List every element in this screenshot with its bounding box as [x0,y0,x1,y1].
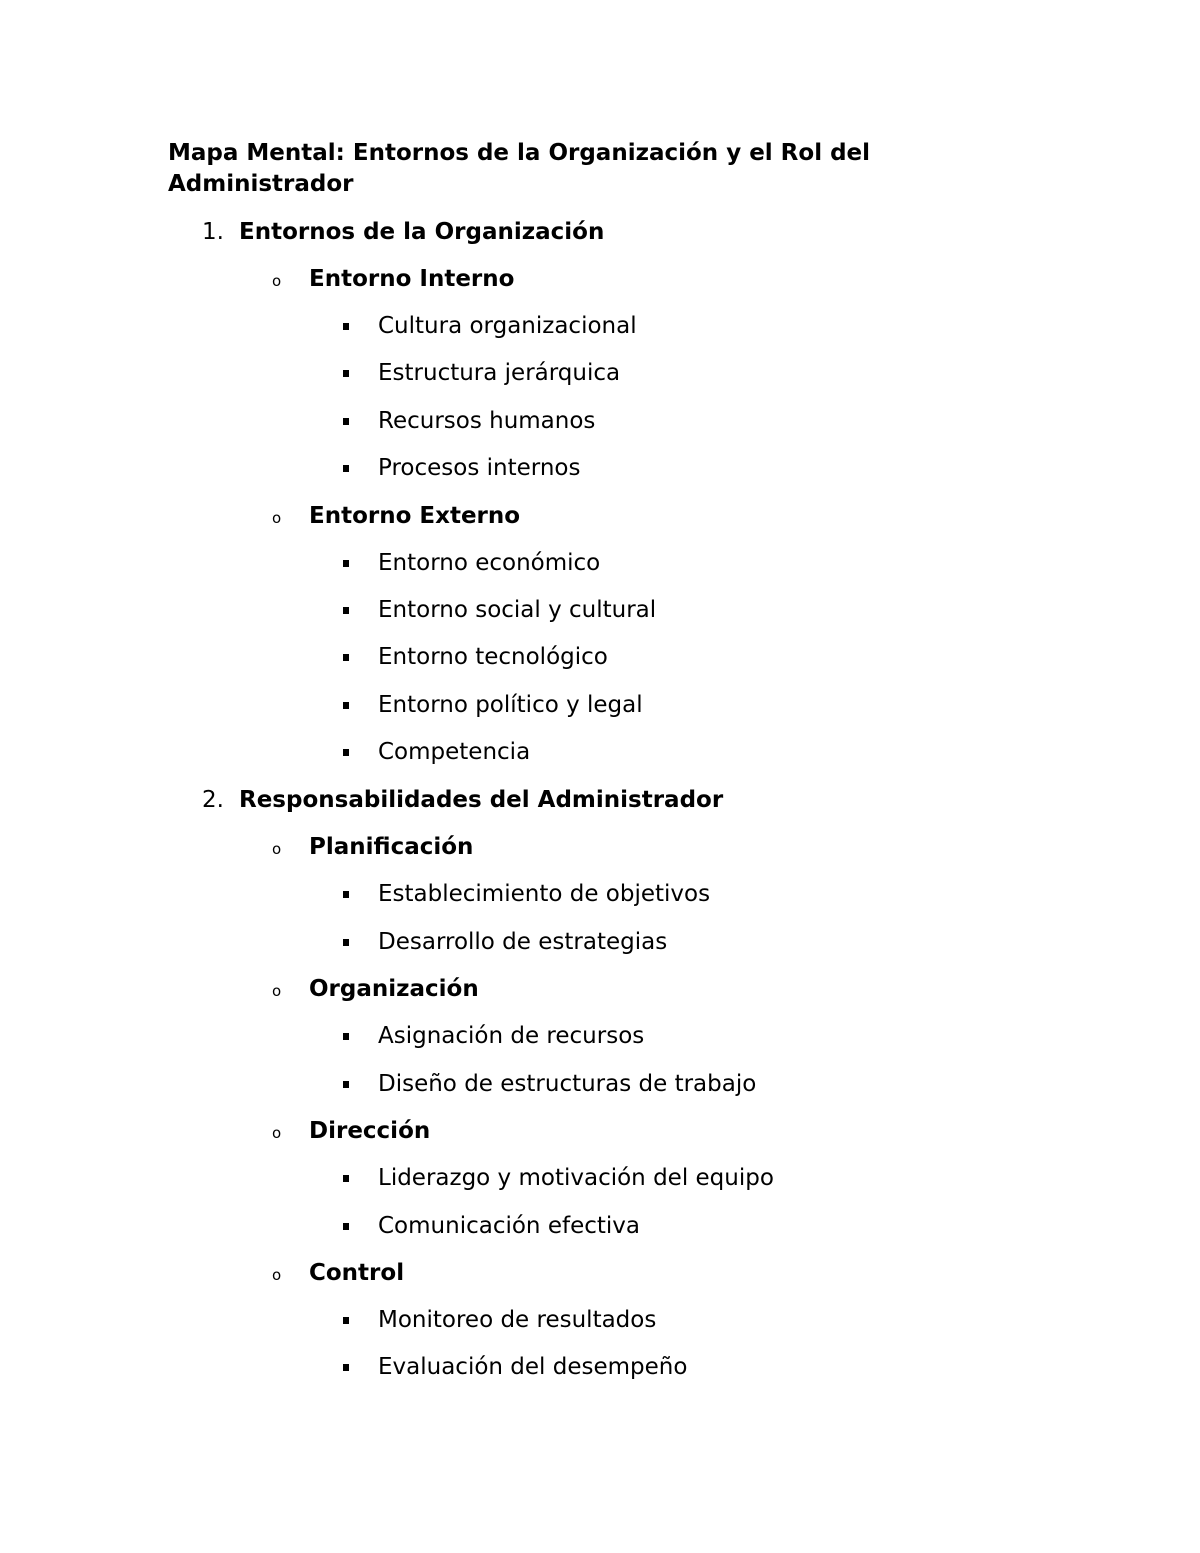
hollow-circle-bullet-icon: o [272,272,282,290]
square-bullet-icon [343,560,349,567]
list-item-text: Asignación de recursos [378,1023,645,1049]
list-item-text: Competencia [378,739,531,765]
subsection-title: Entorno Interno [309,266,515,292]
list-item-text: Desarrollo de estrategias [378,929,668,955]
list-item-text: Procesos internos [378,455,581,481]
subsection-title: Dirección [309,1118,431,1144]
list-item-text: Entorno social y cultural [378,597,657,623]
square-bullet-icon [343,1033,349,1040]
list-item-text: Diseño de estructuras de trabajo [378,1071,757,1097]
square-bullet-icon [343,1223,349,1230]
square-bullet-icon [343,607,349,614]
subsection-title: Organización [309,976,479,1002]
hollow-circle-bullet-icon: o [272,840,282,858]
list-item-text: Comunicación efectiva [378,1213,640,1239]
square-bullet-icon [343,323,349,330]
hollow-circle-bullet-icon: o [272,1266,282,1284]
list-item-text: Estructura jerárquica [378,360,621,386]
subsection-title: Entorno Externo [309,503,521,529]
subsection-title: Control [309,1260,405,1286]
hollow-circle-bullet-icon: o [272,1124,282,1142]
square-bullet-icon [343,1081,349,1088]
square-bullet-icon [343,465,349,472]
list-item-text: Recursos humanos [378,408,596,434]
list-item-text: Cultura organizacional [378,313,637,339]
list-item-text: Entorno político y legal [378,692,643,718]
hollow-circle-bullet-icon: o [272,509,282,527]
section-number: 2. [202,787,224,813]
list-item-text: Entorno tecnológico [378,644,608,670]
square-bullet-icon [343,418,349,425]
section-number: 1. [202,219,224,245]
list-item-text: Monitoreo de resultados [378,1307,657,1333]
list-item-text: Establecimiento de objetivos [378,881,711,907]
square-bullet-icon [343,1175,349,1182]
square-bullet-icon [343,891,349,898]
subsection-title: Planificación [309,834,474,860]
square-bullet-icon [343,1364,349,1371]
square-bullet-icon [343,939,349,946]
list-item-text: Entorno económico [378,550,601,576]
section-title: Entornos de la Organización [239,219,605,245]
list-item-text: Evaluación del desempeño [378,1354,688,1380]
square-bullet-icon [343,654,349,661]
section-title: Responsabilidades del Administrador [239,787,724,813]
square-bullet-icon [343,749,349,756]
document-title: Mapa Mental: Entornos de la Organización y el Rol del Administrador [168,140,871,197]
hollow-circle-bullet-icon: o [272,982,282,1000]
square-bullet-icon [343,1317,349,1324]
list-item-text: Liderazgo y motivación del equipo [378,1165,774,1191]
square-bullet-icon [343,370,349,377]
square-bullet-icon [343,702,349,709]
